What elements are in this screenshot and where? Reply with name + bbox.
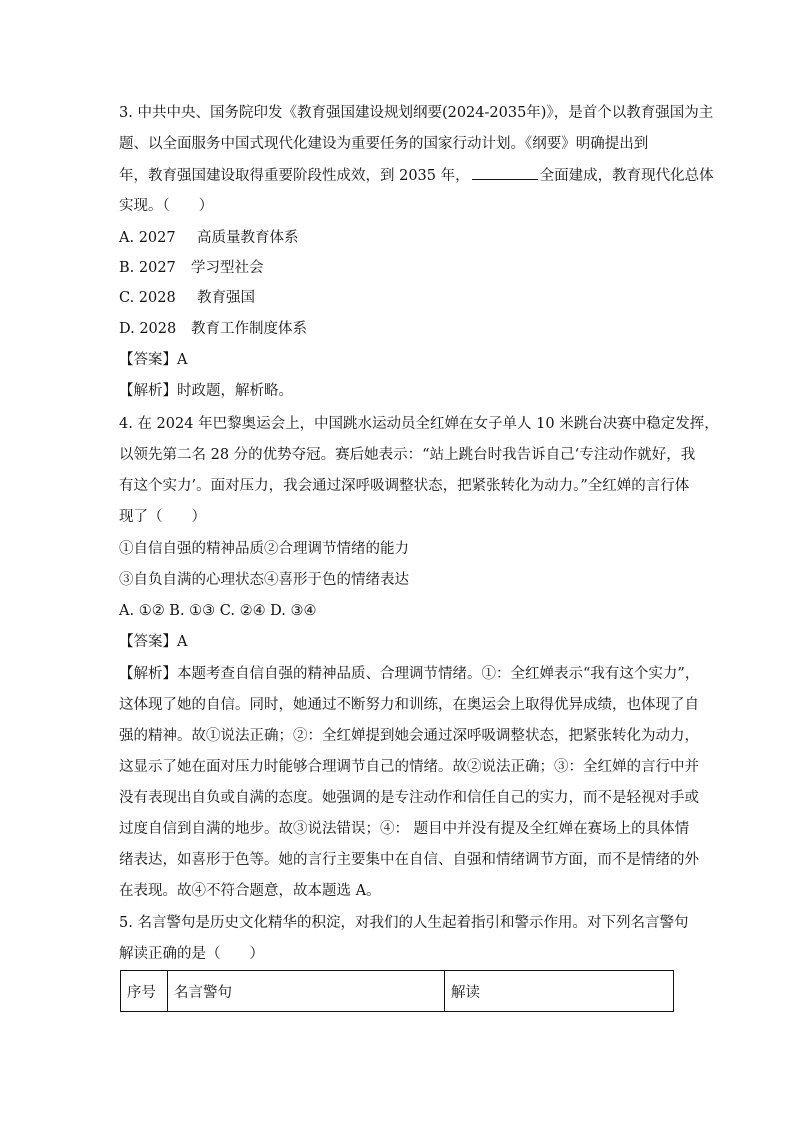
q4-analysis-line-1: 【解析】本题考查自信自强的精神品质、合理调节情绪。①：全红婵表示“我有这个实力”， [119,666,700,682]
q3-stem-line-4: 实现。（ ） [119,198,214,214]
q4-stem-line-3: 有这个实力’。面对压力，我会通过深呼吸调整状态，把紧张转化为动力。”全红婵的言行体 [119,478,690,494]
q4-answer: 【答案】A [119,634,188,650]
q4-analysis-line-4: 这显示了她在面对压力时能够合理调节自己的情绪。故②说法正确；③：全红婵的言行中并 [119,759,699,775]
q5-stem-line-1: 5. 名言警句是历史文化精华的积淀，对我们的人生起着指引和警示作用。对下列名言警句 [119,915,689,931]
q4-stem-line-4: 现了（ ） [119,509,206,525]
q4-analysis-line-5: 没有表现出自负或自满的态度。她强调的是专注动作和信任自己的实力，而不是轻视对手或 [119,790,699,806]
q4-analysis-line-6: 过度自信到自满的地步。故③说法错误；④： 题目中并没有提及全红婵在赛场上的具体情 [119,821,690,837]
q3-stem-line-3-post: 全面建成，教育现代化总体 [539,168,714,184]
q3-option-a [119,228,679,248]
q3-option-d-year: D. 2028 [119,321,177,337]
q3-analysis: 【解析】时政题，解析略。 [119,383,293,399]
q3-stem-line-1: 3. 中共中央、国务院印发《教育强国建设规划纲要(2024-2035年)》，是首个以教育强国为主 [119,105,714,121]
q3-stem-line-2: 题、以全面服务中国式现代化建设为重要任务的国家行动计划。《纲要》明确提出到 [119,136,649,152]
q3-option-c [119,288,679,308]
q4-analysis-line-8: 在表现。故④不符合题意，故本题选 A。 [119,883,381,899]
q4-item-line-2: ③自负自满的心理状态④喜形于色的情绪表达 [119,572,409,588]
q3-option-b-text: 学习型社会 [191,260,264,276]
q3-option-a-text: 高质量教育体系 [197,230,299,246]
q3-answer: 【答案】A [119,352,188,368]
q5-table-header-row [121,971,674,1012]
q4-stem-line-1: 4. 在 2024 年巴黎奥运会上，中国跳水运动员全红婵在女子单人 10 米跳台决赛中稳定发挥， [119,416,719,432]
q5-stem-line-2: 解读正确的是（ ） [119,946,264,962]
q5-header-index: 序号 [121,971,168,1012]
q4-analysis-line-7: 绪表达，如喜形于色等。她的言行主要集中在自信、自强和情绪调节方面，而不是情绪的外 [119,852,699,868]
q4-choices: A. ①② B. ①③ C. ②④ D. ③④ [119,603,317,619]
q5-header-interpretation: 解读 [445,971,674,1012]
q4-item-line-1: ①自信自强的精神品质②合理调节情绪的能力 [119,541,409,557]
q3-option-d-text: 教育工作制度体系 [191,321,307,337]
q4-stem-line-2: 以领先第二名 28 分的优势夺冠。赛后她表示：“站上跳台时我告诉自己‘专注动作就好，我 [119,447,696,463]
q3-option-c-year: C. 2028 [119,290,176,306]
q4-analysis-line-3: 强的精神。故①说法正确；②：全红婵提到她会通过深呼吸调整状态，把紧张转化为动力， [119,728,699,744]
q3-option-d [119,319,679,339]
q5-table [120,970,674,1012]
q3-option-a-year: A. 2027 [119,230,176,246]
q3-option-c-text: 教育强国 [197,290,255,306]
q4-analysis-line-2: 这体现了她的自信。同时，她通过不断努力和训练，在奥运会上取得优异成绩，也体现了自 [119,697,699,713]
q3-fill-blank [472,165,538,180]
q3-stem-line-3 [119,165,714,186]
q3-option-b-year: B. 2027 [119,260,176,276]
q3-option-b [119,258,679,278]
q3-stem-line-3-pre: 年，教育强国建设取得重要阶段性成效，到 2035 年， [119,168,470,184]
q5-header-quote: 名言警句 [168,971,445,1012]
